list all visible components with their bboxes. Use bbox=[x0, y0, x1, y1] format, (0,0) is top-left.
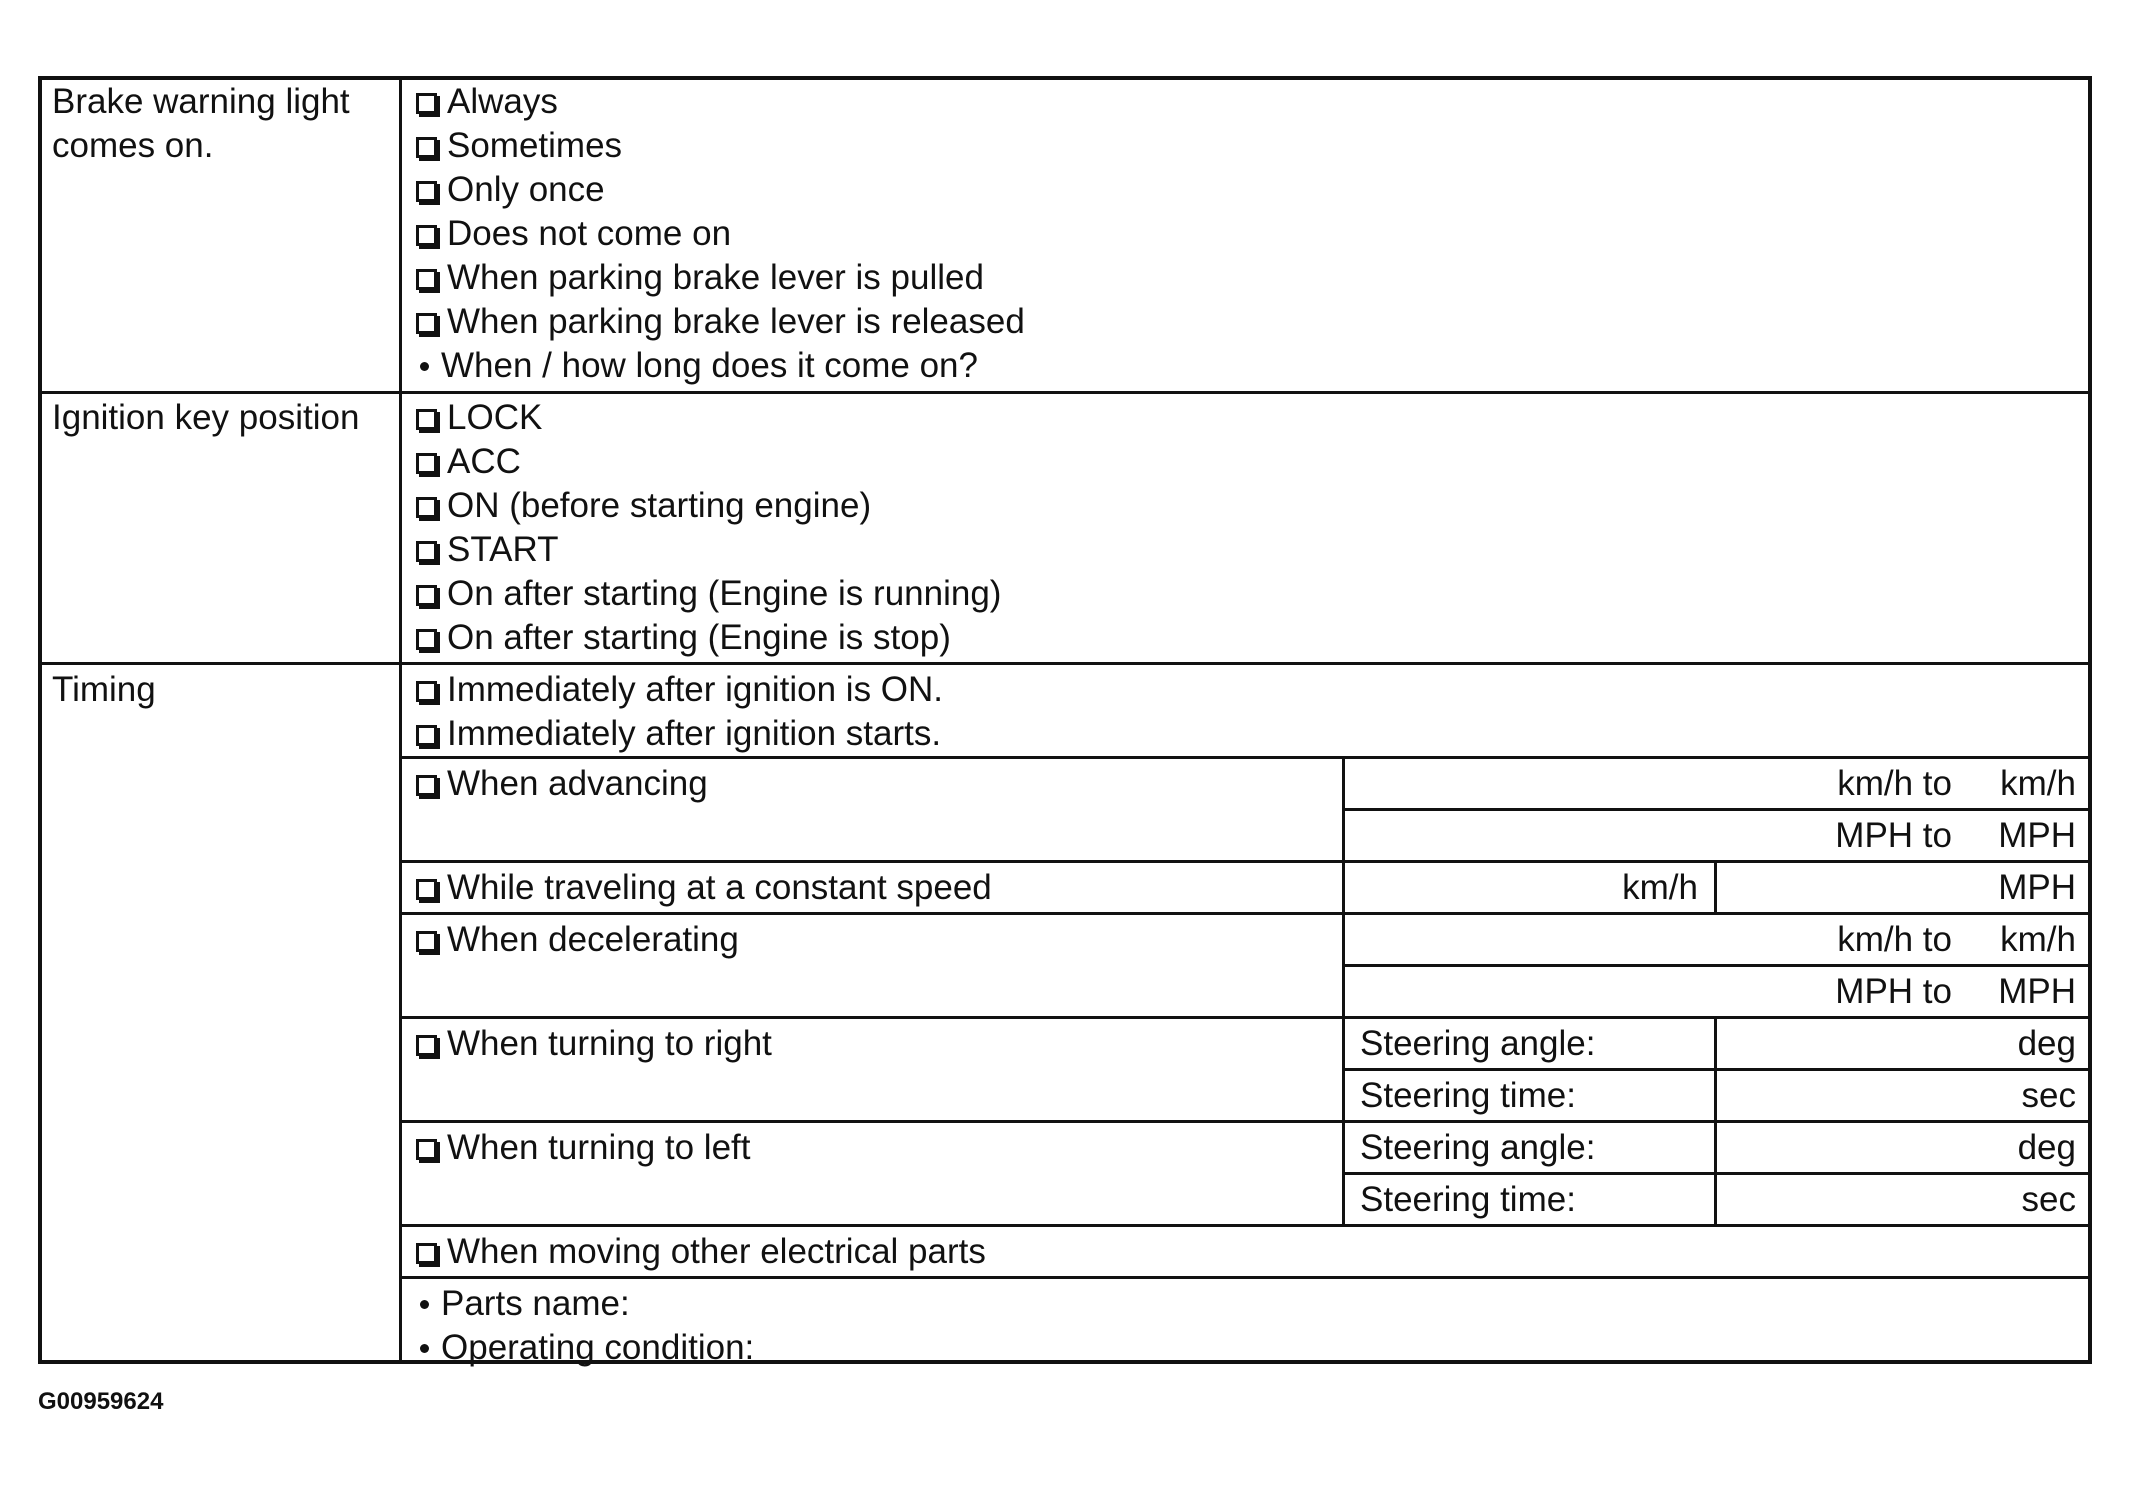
bullet-icon bbox=[420, 1344, 429, 1353]
checkbox-icon[interactable] bbox=[416, 93, 437, 114]
divider-constant-unit bbox=[1714, 860, 1717, 912]
option-on-engine-stop[interactable]: On after starting (Engine is stop) bbox=[416, 618, 951, 658]
right-steering-time-unit: sec bbox=[2021, 1076, 2076, 1115]
option-after-ignition-starts[interactable]: Immediately after ignition starts. bbox=[416, 714, 941, 754]
right-steering-time-label: Steering time: bbox=[1360, 1076, 1576, 1115]
divider-constant-decel bbox=[402, 912, 2088, 915]
checkbox-icon[interactable] bbox=[416, 931, 437, 952]
advancing-mph-to: MPH bbox=[1998, 816, 2076, 855]
checkbox-icon[interactable] bbox=[416, 313, 437, 334]
decel-kmh-from: km/h to bbox=[1837, 920, 1952, 959]
checkbox-icon[interactable] bbox=[416, 497, 437, 518]
checkbox-icon[interactable] bbox=[416, 775, 437, 796]
divider-advancing-constant bbox=[402, 860, 2088, 863]
figure-code: G00959624 bbox=[38, 1388, 164, 1415]
option-turning-left[interactable]: When turning to left bbox=[416, 1128, 751, 1168]
divider-decel-right bbox=[402, 1016, 2088, 1019]
constant-mph: MPH bbox=[1998, 868, 2076, 907]
left-steering-time-label: Steering time: bbox=[1360, 1180, 1576, 1219]
brake-label-line1: Brake warning light bbox=[52, 82, 350, 121]
ignition-label: Ignition key position bbox=[52, 398, 360, 437]
option-does-not-come-on[interactable]: Does not come on bbox=[416, 214, 731, 254]
right-steering-angle-label: Steering angle: bbox=[1360, 1024, 1596, 1063]
advancing-kmh-to: km/h bbox=[2000, 764, 2076, 803]
decel-kmh-to: km/h bbox=[2000, 920, 2076, 959]
option-acc[interactable]: ACC bbox=[416, 442, 521, 482]
decel-mph-to: MPH bbox=[1998, 972, 2076, 1011]
option-sometimes[interactable]: Sometimes bbox=[416, 126, 622, 166]
diagnosis-form-table bbox=[38, 76, 2092, 1367]
timing-label: Timing bbox=[52, 670, 156, 709]
checkbox-icon[interactable] bbox=[416, 1035, 437, 1056]
bullet-icon bbox=[420, 362, 429, 371]
option-parking-brake-pulled[interactable]: When parking brake lever is pulled bbox=[416, 258, 984, 298]
checkbox-icon[interactable] bbox=[416, 725, 437, 746]
divider-ignition-timing bbox=[42, 662, 2088, 665]
option-on-engine-running[interactable]: On after starting (Engine is running) bbox=[416, 574, 1001, 614]
option-lock[interactable]: LOCK bbox=[416, 398, 542, 438]
checkbox-icon[interactable] bbox=[416, 409, 437, 430]
divider-label-column bbox=[399, 80, 402, 1360]
checkbox-icon[interactable] bbox=[416, 1139, 437, 1160]
divider-left-electrical bbox=[402, 1224, 2088, 1227]
checkbox-icon[interactable] bbox=[416, 541, 437, 562]
divider-steering-right bbox=[1714, 1016, 1717, 1224]
constant-kmh: km/h bbox=[1622, 868, 1698, 907]
brake-duration-question: When / how long does it come on? bbox=[416, 346, 978, 386]
left-steering-time-unit: sec bbox=[2021, 1180, 2076, 1219]
left-steering-angle-unit: deg bbox=[2017, 1128, 2076, 1167]
checkbox-icon[interactable] bbox=[416, 269, 437, 290]
checkbox-icon[interactable] bbox=[416, 1243, 437, 1264]
option-constant-speed[interactable]: While traveling at a constant speed bbox=[416, 868, 992, 908]
option-on-before-start[interactable]: ON (before starting engine) bbox=[416, 486, 871, 526]
checkbox-icon[interactable] bbox=[416, 137, 437, 158]
checkbox-icon[interactable] bbox=[416, 585, 437, 606]
brake-label-line2: comes on. bbox=[52, 126, 214, 165]
parts-name-field[interactable]: Parts name: bbox=[416, 1284, 630, 1324]
option-always[interactable]: Always bbox=[416, 82, 558, 122]
option-start[interactable]: START bbox=[416, 530, 559, 570]
right-steering-angle-unit: deg bbox=[2017, 1024, 2076, 1063]
operating-condition-field[interactable]: Operating condition: bbox=[416, 1328, 754, 1368]
divider-advancing-mid bbox=[1345, 808, 2088, 811]
checkbox-icon[interactable] bbox=[416, 681, 437, 702]
decel-mph-from: MPH to bbox=[1835, 972, 1952, 1011]
option-electrical-parts[interactable]: When moving other electrical parts bbox=[416, 1232, 986, 1272]
left-steering-angle-label: Steering angle: bbox=[1360, 1128, 1596, 1167]
divider-right-left bbox=[402, 1120, 2088, 1123]
bullet-icon bbox=[420, 1300, 429, 1309]
advancing-kmh-from: km/h to bbox=[1837, 764, 1952, 803]
checkbox-icon[interactable] bbox=[416, 629, 437, 650]
option-parking-brake-released[interactable]: When parking brake lever is released bbox=[416, 302, 1025, 342]
option-only-once[interactable]: Only once bbox=[416, 170, 605, 210]
divider-electrical-parts bbox=[402, 1276, 2088, 1279]
divider-brake-ignition bbox=[42, 391, 2088, 394]
checkbox-icon[interactable] bbox=[416, 879, 437, 900]
option-when-decelerating[interactable]: When decelerating bbox=[416, 920, 739, 960]
divider-value-column bbox=[1342, 756, 1345, 1224]
checkbox-icon[interactable] bbox=[416, 225, 437, 246]
option-when-advancing[interactable]: When advancing bbox=[416, 764, 708, 804]
checkbox-icon[interactable] bbox=[416, 453, 437, 474]
option-after-ignition-on[interactable]: Immediately after ignition is ON. bbox=[416, 670, 943, 710]
checkbox-icon[interactable] bbox=[416, 181, 437, 202]
advancing-mph-from: MPH to bbox=[1835, 816, 1952, 855]
option-turning-right[interactable]: When turning to right bbox=[416, 1024, 772, 1064]
divider-timing-subtable bbox=[402, 756, 2088, 759]
divider-decel-mid bbox=[1345, 964, 2088, 967]
